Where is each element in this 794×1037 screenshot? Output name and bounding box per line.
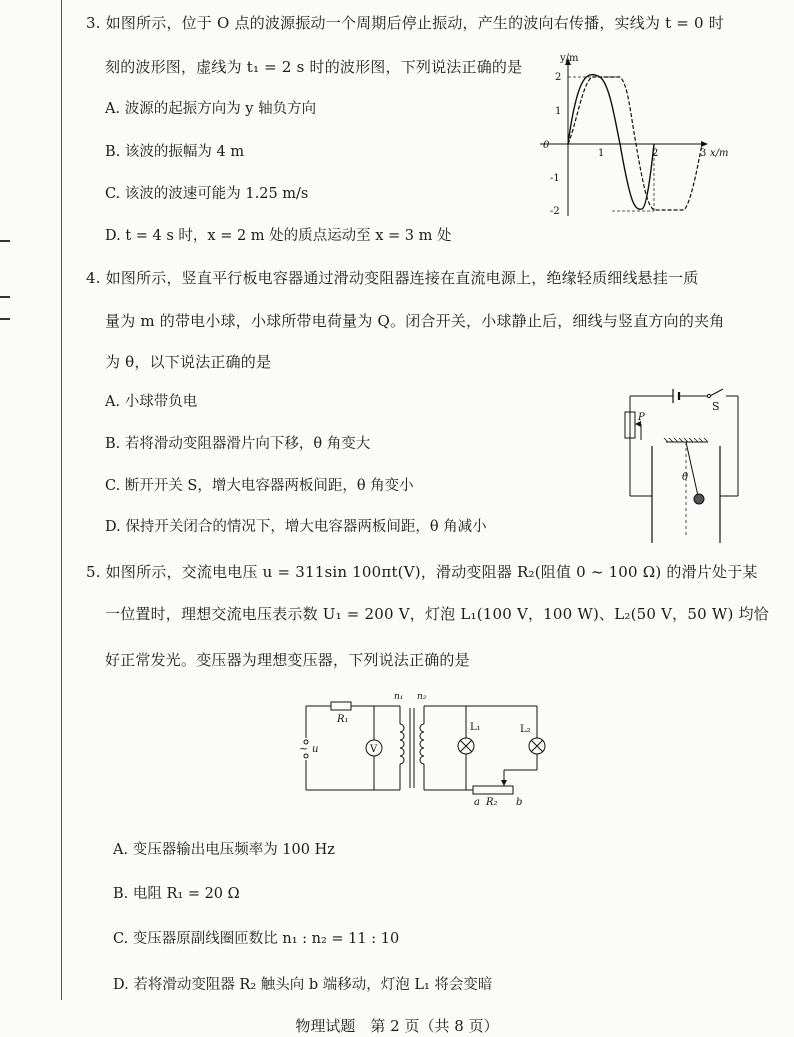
q5-option-c: C. 变压器原副线圈匝数比 n₁ : n₂ = 11 : 10	[113, 931, 400, 947]
q4-option-c: C. 断开开关 S，增大电容器两板间距，θ 角变小	[105, 478, 414, 494]
q4-stem-line2: 量为 m 的带电小球，小球所带电荷量为 Q。闭合开关，小球静止后，细线与竖直方向的夹角	[105, 312, 725, 330]
r1-label: R₁	[337, 714, 349, 725]
q5-option-d: D. 若将滑动变阻器 R₂ 触头向 b 端移动，灯泡 L₁ 将会变暗	[113, 977, 493, 993]
origin-label: 0	[543, 140, 550, 151]
q4-option-b: B. 若将滑动变阻器滑片向下移，θ 角变大	[105, 436, 371, 452]
edge-mark	[0, 296, 10, 298]
switch-blade-icon	[710, 389, 723, 396]
primary-coil-icon	[400, 724, 404, 764]
a-label: a	[474, 797, 480, 808]
ac-source-icon: ~	[299, 742, 309, 755]
x-tick-2: 2	[652, 148, 659, 159]
q3-option-b: B. 该波的振幅为 4 m	[105, 144, 245, 160]
n1-label: n₁	[394, 692, 404, 702]
ceiling-hatch	[664, 438, 708, 442]
q5-stem-line2: 一位置时，理想交流电压表示数 U₁ = 200 V，灯泡 L₁(100 V，100 W)、L₂(50 V，50 W) 均恰	[105, 605, 769, 623]
q4-stem-line1: 4. 如图所示，竖直平行板电容器通过滑动变阻器连接在直流电源上，绝缘轻质细线悬挂一质	[86, 269, 699, 287]
r2-rheostat	[473, 786, 513, 794]
q5-option-a: A. 变压器输出电压频率为 100 Hz	[113, 842, 335, 858]
binding-margin-line	[61, 0, 62, 1000]
q3-stem-line1: 3. 如图所示，位于 O 点的波源振动一个周期后停止振动，产生的波向右传播，实线为 t = 0 时	[86, 14, 724, 32]
b-label: b	[516, 797, 523, 808]
secondary-coil-icon	[420, 724, 424, 764]
voltmeter-label: V	[370, 744, 378, 755]
q4-option-a: A. 小球带负电	[105, 394, 198, 410]
y-tick-neg1: -1	[550, 173, 560, 184]
y-axis-label: y/m	[560, 53, 579, 64]
n2-label: n₂	[417, 692, 427, 702]
edge-mark	[0, 318, 10, 320]
edge-mark	[0, 240, 10, 242]
slider-label: P	[638, 412, 645, 423]
string	[686, 442, 698, 496]
lamp-l1-cross	[460, 740, 472, 752]
q4-capacitor-figure	[608, 388, 758, 548]
q3-stem-line2: 刻的波形图，虚线为 t₁ = 2 s 时的波形图，下列说法正确的是	[105, 58, 523, 76]
page-footer: 物理试题 第 2 页（共 8 页）	[295, 1017, 499, 1035]
q5-stem-line1: 5. 如图所示，交流电电压 u = 311sin 100πt(V)，滑动变阻器 R₂(阻值 0 ~ 100 Ω) 的滑片处于某	[86, 563, 758, 581]
source-label: u	[312, 744, 319, 755]
q4-stem-line3: 为 θ，以下说法正确的是	[105, 353, 272, 371]
l2-label: L₂	[520, 724, 531, 735]
y-tick-2: 2	[555, 72, 562, 83]
x-tick-3: 3	[700, 148, 707, 159]
q4-option-d: D. 保持开关闭合的情况下，增大电容器两板间距，θ 角减小	[105, 519, 487, 535]
charged-ball	[694, 494, 704, 504]
q5-option-b: B. 电阻 R₁ = 20 Ω	[113, 886, 240, 902]
x-tick-1: 1	[598, 148, 605, 159]
q5-stem-line3: 好正常发光。变压器为理想变压器，下列说法正确的是	[105, 651, 470, 669]
q3-option-a: A. 波源的起振方向为 y 轴负方向	[105, 101, 317, 117]
q3-wave-graph	[530, 53, 750, 226]
angle-label: θ	[682, 472, 689, 483]
r2-slider-arrow-icon	[501, 780, 507, 786]
x-axis-label: x/m	[710, 148, 729, 159]
lamp-l2-cross	[531, 740, 543, 752]
r1-resistor	[331, 702, 351, 710]
y-tick-neg2: -2	[550, 206, 560, 217]
switch-label: S	[712, 400, 720, 413]
q3-option-d: D. t = 4 s 时，x = 2 m 处的质点运动至 x = 3 m 处	[105, 228, 452, 244]
wave-solid	[568, 75, 654, 210]
q5-transformer-circuit	[296, 690, 556, 810]
l1-label: L₁	[470, 722, 481, 733]
q3-option-c: C. 该波的波速可能为 1.25 m/s	[105, 186, 309, 202]
x-axis-arrow	[701, 141, 708, 147]
y-tick-1: 1	[555, 106, 562, 117]
r2-label: R₂	[486, 797, 498, 808]
